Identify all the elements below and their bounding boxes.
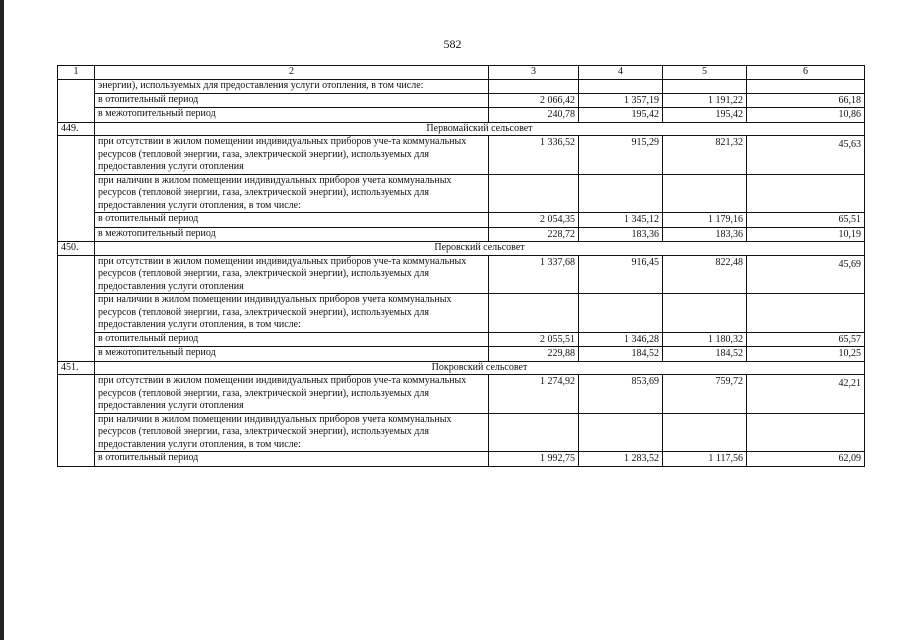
value-cell: 759,72: [663, 375, 747, 414]
value-cell: 65,57: [747, 332, 865, 347]
value-cell: 183,36: [663, 227, 747, 242]
value-cell: 822,48: [663, 255, 747, 294]
value-cell: 1 283,52: [579, 452, 663, 467]
table-row: [58, 347, 865, 362]
value-cell: [663, 80, 747, 94]
value-cell: 821,32: [663, 136, 747, 175]
value-cell: 183,36: [579, 227, 663, 242]
table-row: [58, 80, 865, 94]
table-row: [58, 136, 865, 175]
row-description: при наличии в жилом помещении индивидуальных приборов учета коммунальных ресурсов (тепловой энергии, газа, электрической энергии), используемых для предоставления услуги отопления, в том числе:: [95, 174, 489, 213]
row-label: в отопительный период: [95, 332, 489, 347]
value-cell: [579, 413, 663, 452]
row-description: энергии), используемых для предоставления услуги отопления, в том числе:: [95, 80, 489, 94]
table-row: [58, 108, 865, 123]
row-number: [58, 136, 95, 242]
row-label: в межотопительный период: [95, 108, 489, 123]
value-cell: 62,09: [747, 452, 865, 467]
header-cell: 6: [747, 66, 865, 80]
value-cell: 2 054,35: [489, 213, 579, 228]
section-title: Перовский сельсовет: [95, 242, 865, 256]
header-cell: 1: [58, 66, 95, 80]
value-cell: 229,88: [489, 347, 579, 362]
row-description: при отсутствии в жилом помещении индивидуальных приборов уче-та коммунальных ресурсов (тепловой энергии, газа, электрической энергии), используемых для предоставления услуги отопления: [95, 255, 489, 294]
row-label: в отопительный период: [95, 93, 489, 108]
section-row: [58, 361, 865, 375]
value-cell: 184,52: [579, 347, 663, 362]
value-cell: 45,69: [747, 255, 865, 294]
value-cell: 10,25: [747, 347, 865, 362]
header-cell: 4: [579, 66, 663, 80]
section-number: 450.: [58, 242, 95, 256]
row-description: при отсутствии в жилом помещении индивидуальных приборов уче-та коммунальных ресурсов (тепловой энергии, газа, электрической энергии), используемых для предоставления услуги отопления: [95, 375, 489, 414]
value-cell: [747, 294, 865, 333]
row-number: [58, 80, 95, 123]
value-cell: 1 992,75: [489, 452, 579, 467]
header-cell: 2: [95, 66, 489, 80]
value-cell: 915,29: [579, 136, 663, 175]
value-cell: 1 179,16: [663, 213, 747, 228]
row-label: в отопительный период: [95, 452, 489, 467]
value-cell: [579, 174, 663, 213]
value-cell: [579, 294, 663, 333]
value-cell: [747, 80, 865, 94]
value-cell: [489, 294, 579, 333]
value-cell: 1 191,22: [663, 93, 747, 108]
row-description: при отсутствии в жилом помещении индивидуальных приборов уче-та коммунальных ресурсов (тепловой энергии, газа, электрической энергии), используемых для предоставления услуги отопления: [95, 136, 489, 175]
section-title: Первомайский сельсовет: [95, 122, 865, 136]
value-cell: [579, 80, 663, 94]
row-description: при наличии в жилом помещении индивидуальных приборов учета коммунальных ресурсов (тепловой энергии, газа, электрической энергии), используемых для предоставления услуги отопления, в том числе:: [95, 413, 489, 452]
value-cell: [747, 174, 865, 213]
value-cell: 1 274,92: [489, 375, 579, 414]
value-cell: 228,72: [489, 227, 579, 242]
value-cell: 45,63: [747, 136, 865, 175]
value-cell: [489, 174, 579, 213]
value-cell: 1 345,12: [579, 213, 663, 228]
value-cell: 853,69: [579, 375, 663, 414]
table-row: [58, 452, 865, 467]
section-row: [58, 122, 865, 136]
value-cell: [489, 413, 579, 452]
section-number: 449.: [58, 122, 95, 136]
section-number: 451.: [58, 361, 95, 375]
value-cell: 66,18: [747, 93, 865, 108]
value-cell: 1 336,52: [489, 136, 579, 175]
section-row: [58, 242, 865, 256]
table-row: [58, 227, 865, 242]
value-cell: 10,19: [747, 227, 865, 242]
value-cell: 195,42: [579, 108, 663, 123]
value-cell: 916,45: [579, 255, 663, 294]
row-label: в отопительный период: [95, 213, 489, 228]
row-label: в межотопительный период: [95, 347, 489, 362]
row-label: в межотопительный период: [95, 227, 489, 242]
value-cell: 2 066,42: [489, 93, 579, 108]
tariff-table: [57, 65, 865, 467]
table-row: [58, 294, 865, 333]
page-number: 582: [443, 37, 462, 51]
value-cell: [489, 80, 579, 94]
table-row: [58, 213, 865, 228]
table-row: [58, 413, 865, 452]
value-cell: 1 357,19: [579, 93, 663, 108]
value-cell: 184,52: [663, 347, 747, 362]
header-row: [58, 66, 865, 80]
value-cell: 1 117,56: [663, 452, 747, 467]
value-cell: 42,21: [747, 375, 865, 414]
table-row: [58, 174, 865, 213]
value-cell: [747, 413, 865, 452]
value-cell: 240,78: [489, 108, 579, 123]
table-row: [58, 255, 865, 294]
section-title: Покровский сельсовет: [95, 361, 865, 375]
page-edge-bar: [0, 0, 4, 640]
row-description: при наличии в жилом помещении индивидуальных приборов учета коммунальных ресурсов (тепловой энергии, газа, электрической энергии), используемых для предоставления услуги отопления, в том числе:: [95, 294, 489, 333]
value-cell: 65,51: [747, 213, 865, 228]
row-number: [58, 375, 95, 467]
table-row: [58, 375, 865, 414]
value-cell: 2 055,51: [489, 332, 579, 347]
value-cell: 1 337,68: [489, 255, 579, 294]
table-row: [58, 93, 865, 108]
value-cell: 195,42: [663, 108, 747, 123]
header-cell: 5: [663, 66, 747, 80]
value-cell: 1 346,28: [579, 332, 663, 347]
value-cell: [663, 413, 747, 452]
row-number: [58, 255, 95, 361]
value-cell: [663, 174, 747, 213]
value-cell: 10,86: [747, 108, 865, 123]
value-cell: [663, 294, 747, 333]
header-cell: 3: [489, 66, 579, 80]
value-cell: 1 180,32: [663, 332, 747, 347]
table-row: [58, 332, 865, 347]
